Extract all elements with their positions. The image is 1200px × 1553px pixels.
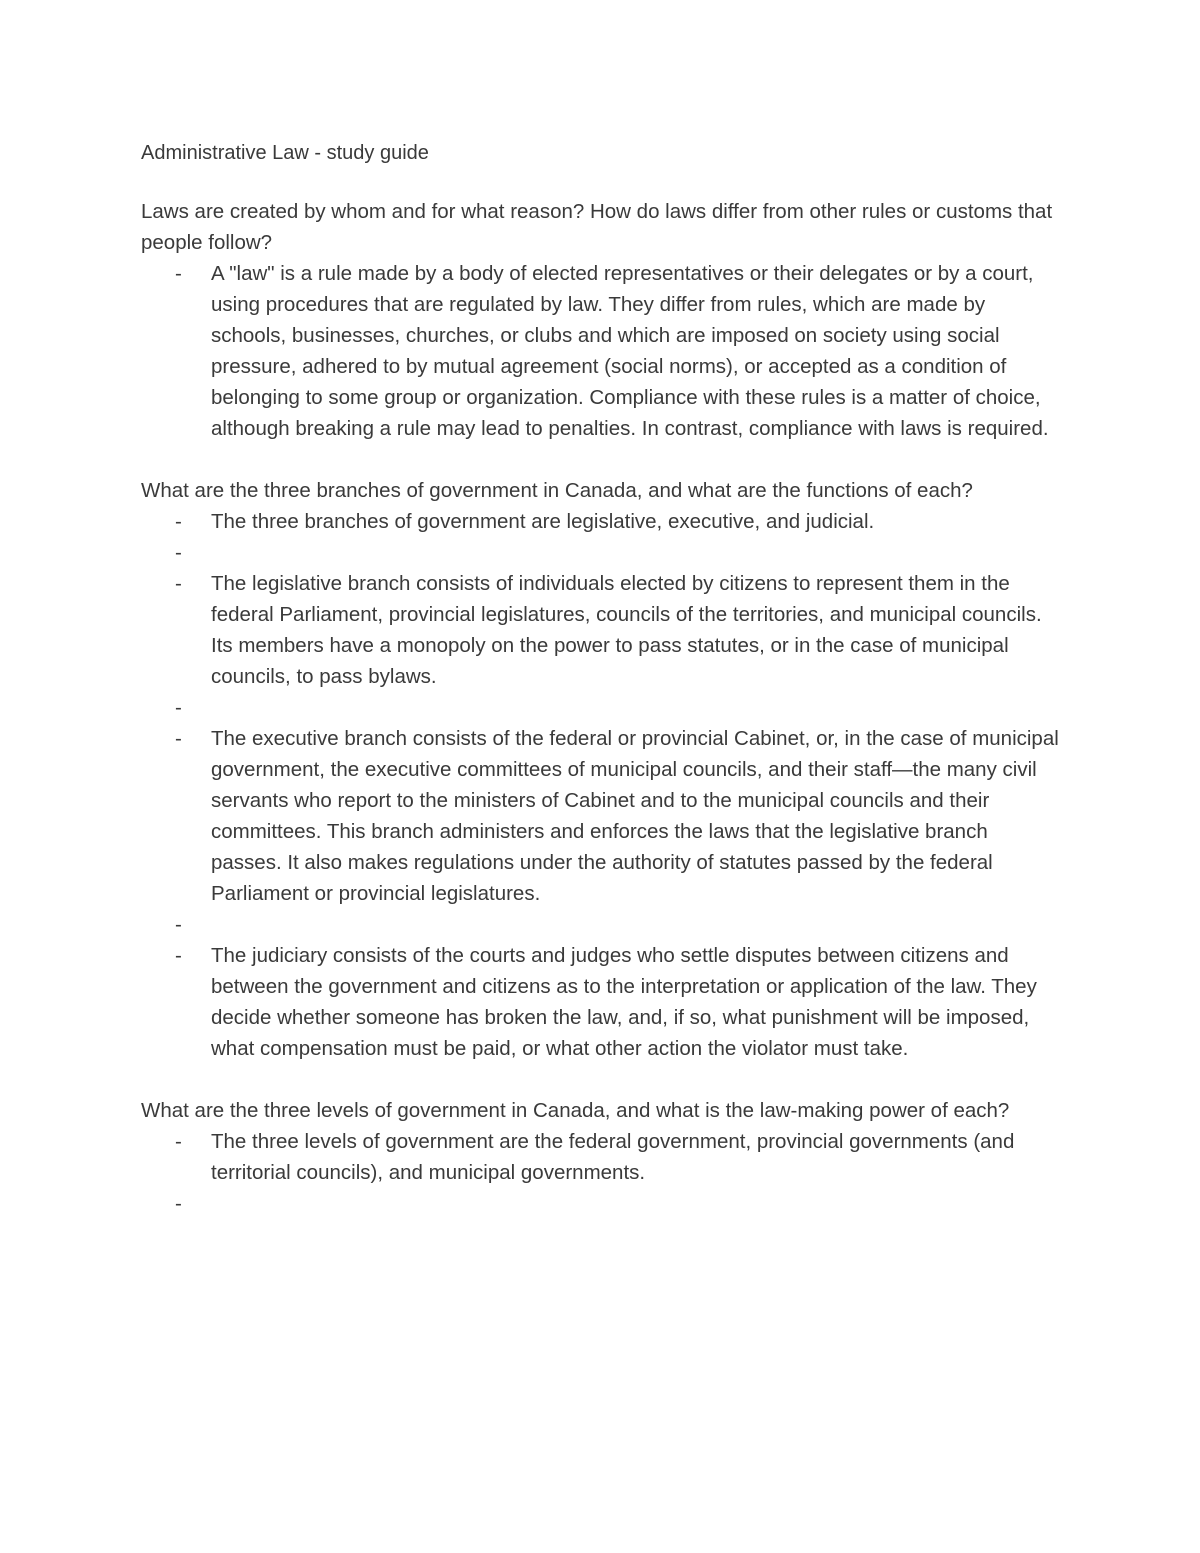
question-text: What are the three branches of government in Canada, and what are the functions of each?: [141, 479, 973, 502]
bullet-dash: -: [175, 1192, 182, 1215]
question-text: Laws are created by whom and for what reason? How do laws differ from other rules or customs that people follow?: [141, 200, 1053, 254]
answer-item-empty: [141, 1188, 1061, 1219]
answer-text: A "law" is a rule made by a body of elected representatives or their delegates or by a court, using procedures that are regulated by law. They differ from rules, which are made by schools, businesses, churches, or clubs and which are imposed on society using social pressure, adhered to by mutual agreement (social norms), or accepted as a condition of belonging to some group or organization. Compliance with these rules is a matter of choice, although breaking a rule may lead to penalties. In contrast, compliance with laws is required.: [211, 262, 1049, 440]
bullet-dash: -: [175, 696, 182, 719]
answer-item: [141, 1126, 1061, 1188]
bullet-dash: -: [175, 727, 182, 750]
bullet-dash: -: [175, 913, 182, 936]
document-body: [141, 196, 1061, 1219]
answer-list: [141, 1126, 1061, 1219]
bullet-dash: -: [175, 572, 182, 595]
document-title: Administrative Law - study guide: [141, 142, 429, 164]
answer-list: [141, 506, 1061, 1064]
answer-text: The judiciary consists of the courts and judges who settle disputes between citizens and between the government and citizens as to the interpretation or application of the law. They decide whether someone has broken the law, and, if so, what punishment will be imposed, what compensation must be paid, or what other action the violator must take.: [211, 944, 1037, 1060]
answer-item: [141, 940, 1061, 1064]
document-page: [141, 138, 1061, 1250]
bullet-dash: -: [175, 1130, 182, 1153]
answer-text: The executive branch consists of the federal or provincial Cabinet, or, in the case of municipal government, the executive committees of municipal councils, and their staff—the many civil servants who report to the ministers of Cabinet and to the municipal councils and their committees. This branch administers and enforces the laws that the legislative branch passes. It also makes regulations under the authority of statutes passed by the federal Parliament or provincial legislatures.: [211, 727, 1059, 905]
bullet-dash: -: [175, 262, 182, 285]
answer-item: [141, 506, 1061, 537]
answer-text: The three branches of government are legislative, executive, and judicial.: [211, 510, 875, 533]
answer-list: [141, 258, 1061, 444]
answer-text: The legislative branch consists of individuals elected by citizens to represent them in the federal Parliament, provincial legislatures, councils of the territories, and municipal councils. Its members have a monopoly on the power to pass statutes, or in the case of municipal councils, to pass bylaws.: [211, 572, 1042, 688]
bullet-dash: -: [175, 944, 182, 967]
answer-item: [141, 258, 1061, 444]
answer-item-empty: [141, 909, 1061, 940]
answer-item: [141, 723, 1061, 909]
bullet-dash: -: [175, 541, 182, 564]
bullet-dash: -: [175, 510, 182, 533]
qa-section: [141, 1095, 1061, 1219]
qa-section: [141, 196, 1061, 444]
question-text: What are the three levels of government in Canada, and what is the law-making power of each?: [141, 1099, 1010, 1122]
answer-text: The three levels of government are the federal government, provincial governments (and territorial councils), and municipal governments.: [211, 1130, 1015, 1184]
answer-item-empty: [141, 537, 1061, 568]
answer-item: [141, 568, 1061, 692]
qa-section: [141, 475, 1061, 1064]
answer-item-empty: [141, 692, 1061, 723]
